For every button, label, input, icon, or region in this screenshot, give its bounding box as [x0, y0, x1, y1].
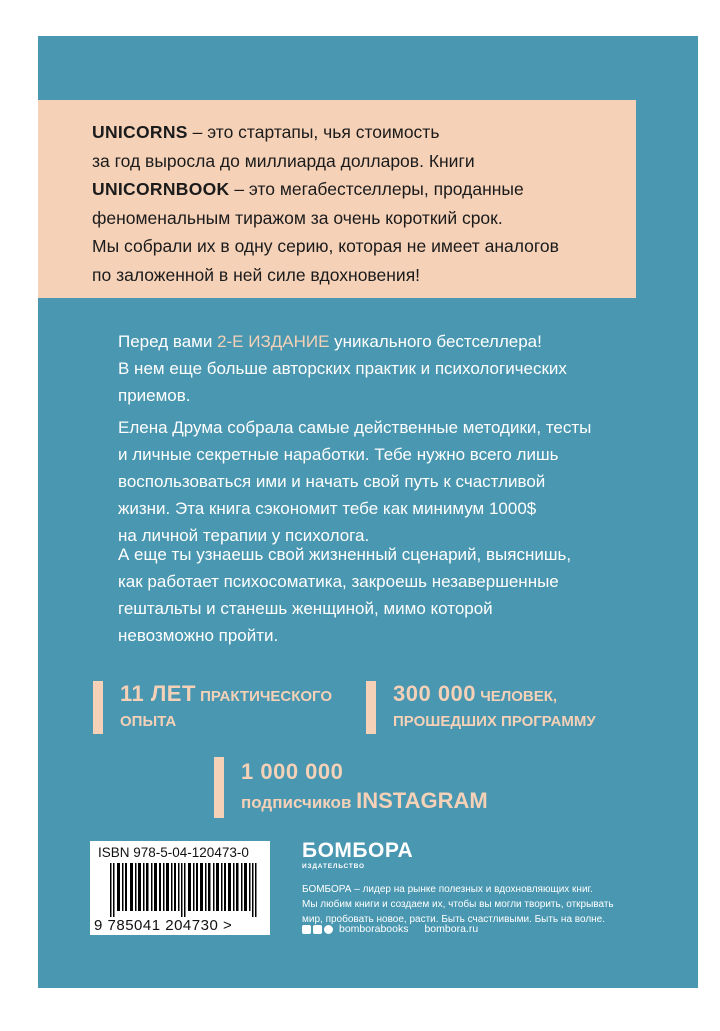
publisher-logo: БОМБОРА ИЗДАТЕЛЬСТВО	[302, 839, 414, 870]
stat-years-experience: 11 ЛЕТ ПРАКТИЧЕСКОГО ОПЫТА	[93, 681, 332, 734]
unicorns-term: UNICORNS	[92, 122, 188, 142]
stat-accent-bar	[93, 681, 103, 734]
stat-instagram-followers: 1 000 000 подписчиков INSTAGRAM	[214, 757, 488, 818]
edition-highlight: 2-Е ИЗДАНИЕ	[217, 332, 330, 351]
stat-accent-bar	[366, 681, 376, 734]
description-paragraph-1: Перед вами 2-Е ИЗДАНИЕ уникального бестселлера! В нем еще больше авторских практик и психологических приемов.	[118, 332, 567, 405]
unicornbook-term: UNICORNBOOK	[92, 179, 230, 199]
barcode-icon	[110, 863, 260, 917]
publisher-website: bombora.ru	[424, 923, 479, 935]
publisher-description: БОМБОРА – лидер на рынке полезных и вдохновляющих книг. Мы любим книги и создаем их, чтобы вы могли творить, открывать мир, пробовать новое, расти. Быть счастливыми. Быть на волне.	[302, 884, 614, 925]
facebook-icon	[302, 925, 311, 934]
description-paragraph-2: Елена Друма собрала самые действенные методики, тесты и личные секретные наработки. Тебе нужно всего лишь воспользоваться ими и начать свой путь к счастливой жизни. Эта книга сэкономит тебе как минимум 1000$ на личной терапии у психолога.	[118, 418, 592, 545]
vk-icon	[313, 925, 322, 934]
instagram-icon	[324, 925, 333, 934]
isbn-digits: 9 785041 204730 >	[94, 917, 233, 934]
stat-accent-bar	[214, 757, 224, 818]
isbn-barcode-box	[90, 841, 270, 935]
social-handle: bomborabooks	[339, 923, 409, 935]
stat-people-completed: 300 000 ЧЕЛОВЕК, ПРОШЕДШИХ ПРОГРАММУ	[366, 681, 596, 734]
publisher-links	[302, 923, 478, 935]
isbn-label: ISBN 978-5-04-120473-0	[98, 845, 249, 860]
series-blurb-text: UNICORNS – это стартапы, чья стоимость за год выросла до миллиарда долларов. Книги UNICORNBOOK – это мегабестселлеры, проданные феноменальным тиражом за очень короткий срок. Мы собрали их в одну серию, которая не имеет аналогов по заложенной в ней силе вдохновения!	[92, 122, 559, 285]
description-paragraph-3: А еще ты узнаешь свой жизненный сценарий, выяснишь, как работает психосоматика, закроешь незавершенные гештальты и станешь женщиной, мимо которой невозможно пройти.	[118, 545, 572, 645]
